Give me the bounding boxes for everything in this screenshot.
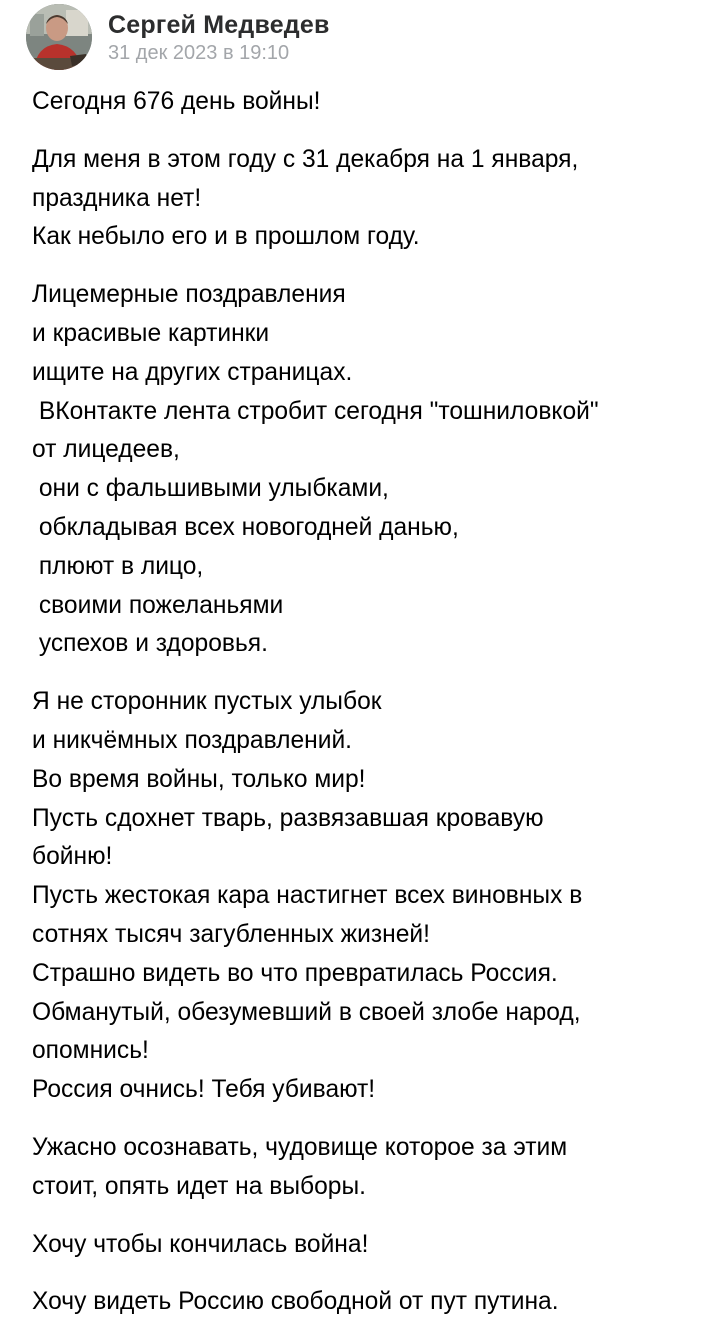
post-text-line: Страшно видеть во что превратилась Россия. [32, 959, 558, 987]
post-paragraph [32, 1283, 704, 1322]
post-text-line: и никчёмных поздравлений. [32, 726, 353, 754]
post-text-line: Лицемерные поздравления [32, 281, 346, 309]
post-date[interactable]: 31 дек 2023 в 19:10 [108, 41, 290, 64]
post-text-line: они с фальшивыми улыбками, [32, 475, 389, 503]
post-text-line: успехов и здоровья. [32, 630, 268, 658]
post-paragraph [32, 276, 704, 664]
post-text-line: стоит, опять идет на выборы. [32, 1172, 366, 1200]
post-text-line: Пусть сдохнет тварь, развязавшая кровавую [32, 804, 544, 832]
post-text [32, 83, 704, 1341]
author-name[interactable]: Сергей Медведев [108, 10, 330, 39]
post-text-line: бойню! [32, 843, 113, 871]
post-text-line: Россия очнись! Тебя убивают! [32, 1076, 376, 1104]
post-text-line: Ужасно осознавать, чудовище которое за этим [32, 1133, 568, 1161]
post-text-line: Пусть жестокая кара настигнет всех виновных в [32, 882, 583, 910]
post-text-line: плюют в лицо, [32, 552, 204, 580]
post-text-line: Для меня в этом году с 31 декабря на 1 января, [32, 145, 579, 173]
post-text-line: Во время войны, только мир! [32, 765, 366, 793]
post-paragraph [32, 683, 704, 1110]
post-text-line: Сегодня 676 день войны! [32, 88, 321, 115]
post-header [26, 2, 330, 72]
avatar[interactable] [26, 4, 92, 70]
post-text-line: Хочу чтобы кончилась война! [32, 1230, 369, 1258]
post-text-line: Как небыло его и в прошлом году. [32, 223, 420, 251]
post-text-line: ВКонтакте лента стробит сегодня "тошниловкой" [32, 397, 599, 425]
post-paragraph [32, 1226, 704, 1265]
post-text-line: и красивые картинки [32, 319, 270, 347]
post-text-line: опомнись! [32, 1037, 149, 1065]
post-text-line: от лицедеев, [32, 436, 180, 464]
user-avatar-photo-icon [26, 4, 92, 70]
post-paragraph [32, 83, 704, 122]
author-block [108, 10, 330, 65]
post-text-line: Я не сторонник пустых улыбок [32, 688, 382, 716]
post-text-line: ищите на других страницах. [32, 358, 353, 386]
post-text-line: Хочу видеть Россию свободной от пут путина. [32, 1288, 559, 1316]
post-text-line: праздника нет! [32, 184, 202, 212]
post-text-line: сотнях тысяч загубленных жизней! [32, 920, 430, 948]
post-paragraph [32, 1129, 704, 1207]
post-text-line: своими пожеланьями [32, 591, 284, 619]
post-text-line: Обманутый, обезумевший в своей злобе народ, [32, 998, 581, 1026]
post-text-line: обкладывая всех новогодней данью, [32, 513, 459, 541]
post-paragraph [32, 141, 704, 257]
